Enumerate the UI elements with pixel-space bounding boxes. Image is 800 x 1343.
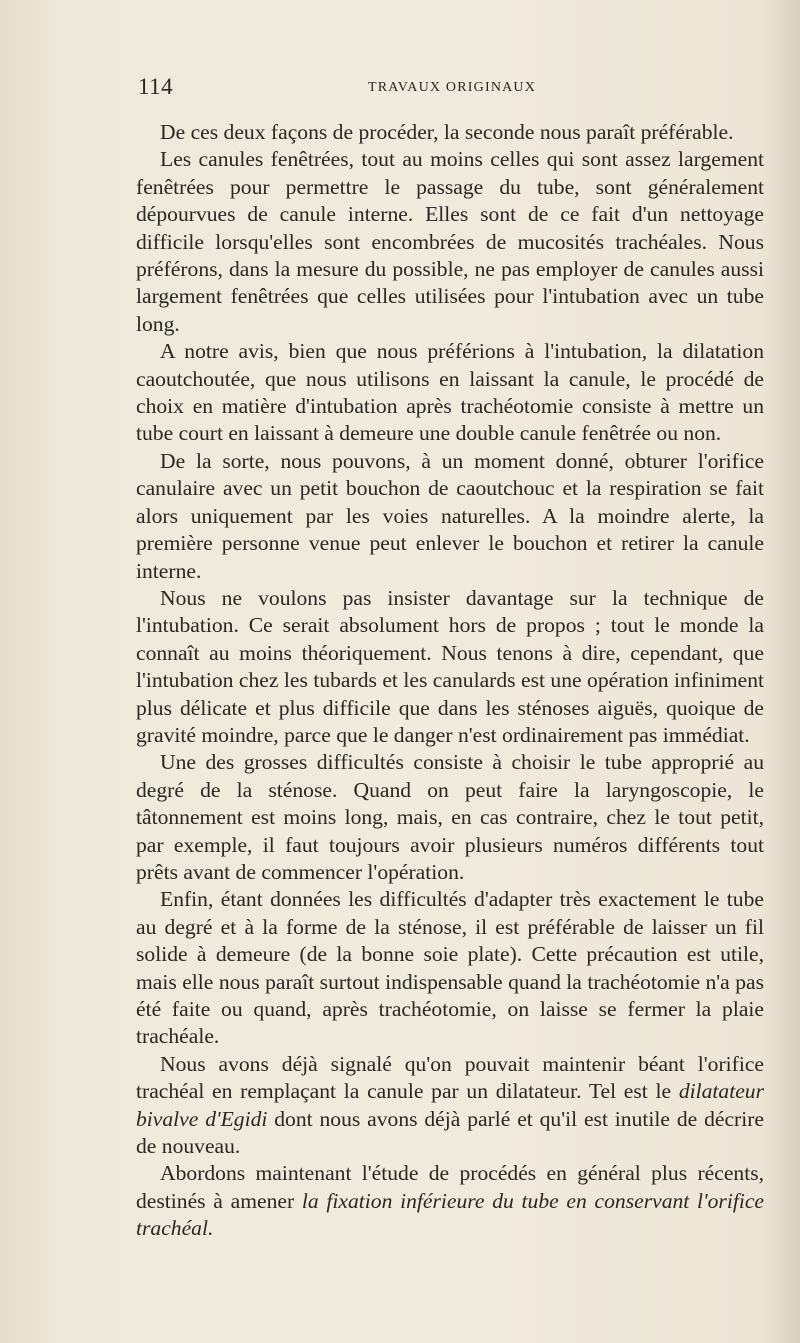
paragraph-1: De ces deux façons de procéder, la seconde nous paraît préférable.	[160, 120, 734, 144]
paragraph-6: Une des grosses difficultés consiste à choisir le tube approprié au degré de la sténose. Quand on peut faire la laryngoscopie, le tâtonnement est moins long, mais, en cas contraire, chez le tout petit, par exemple, il faut toujours avoir plusieurs numéros différents tout prêts avant de commencer l'opération.	[136, 750, 764, 884]
paragraph-8-italic: dilatateur bivalve d'Egidi	[136, 1079, 764, 1131]
paragraph-8	[136, 1051, 764, 1161]
paragraph-4: De la sorte, nous pouvons, à un moment donné, obturer l'orifice canulaire avec un petit bouchon de caoutchouc et la respiration se fait alors uniquement par les voies naturelles. A la moindre alerte, la première personne venue peut enlever le bouchon et retirer la canule interne.	[136, 448, 764, 583]
paragraph-3: A notre avis, bien que nous préférions à l'intubation, la dilatation caoutchoutée, que nous utilisons en laissant la canule, le procédé de choix en matière d'intubation après trachéotomie consiste à mettre un tube court en laissant à demeure une double canule fenêtrée ou non.	[136, 339, 764, 446]
page-header	[138, 74, 764, 104]
paragraph-9	[136, 1160, 764, 1242]
page-number: 114	[138, 74, 174, 99]
paragraph-5: Nous ne voulons pas insister davantage sur la technique de l'intubation. Ce serait absolument hors de propos ; tout le monde la connaît au moins théoriquement. Nous tenons à dire, cependant, que l'intubation chez les tubards et les canulards est une opération infiniment plus délicate et plus difficile que dans les sténoses aiguës, quoique de gravité moindre, parce que le danger n'est ordinairement pas immédiat.	[136, 585, 764, 747]
paragraph-7: Enfin, étant données les difficultés d'adapter très exactement le tube au degré et à la forme de la sténose, il est préférable de laisser un fil solide à demeure (de la bonne soie plate). Cette précaution est utile, mais elle nous paraît surtout indispensable quand la trachéotomie n'a pas été faite ou quand, après trachéotomie, on laisse se fermer la plaie trachéale.	[136, 887, 764, 1049]
paragraph-2: Les canules fenêtrées, tout au moins celles qui sont assez largement fenêtrées pour permettre le passage du tube, sont généralement dépourvues de canule interne. Elles sont de ce fait d'un nettoyage difficile lorsqu'elles sont encombrées de mucosités trachéales. Nous préférons, dans la mesure du possible, ne pas employer de canules aussi largement fenêtrées que celles utilisées pour l'intubation avec un tube long.	[136, 147, 764, 336]
paragraph-9-italic: la fixation inférieure du tube en conservant l'orifice trachéal.	[136, 1188, 765, 1241]
paragraph-8-text-end: dont nous avons déjà parlé et qu'il est inutile de décrire de nouveau.	[136, 1106, 764, 1159]
paragraph-8-text: Nous avons déjà signalé qu'on pouvait maintenir béant l'orifice trachéal en remplaçant la canule par un dilatateur. Tel est le	[136, 1051, 764, 1104]
body-text	[136, 119, 764, 1243]
paragraph-9-text: Abordons maintenant l'étude de procédés en général plus récents, destinés à amener	[136, 1161, 764, 1213]
running-title: TRAVAUX ORIGINAUX	[368, 80, 537, 95]
